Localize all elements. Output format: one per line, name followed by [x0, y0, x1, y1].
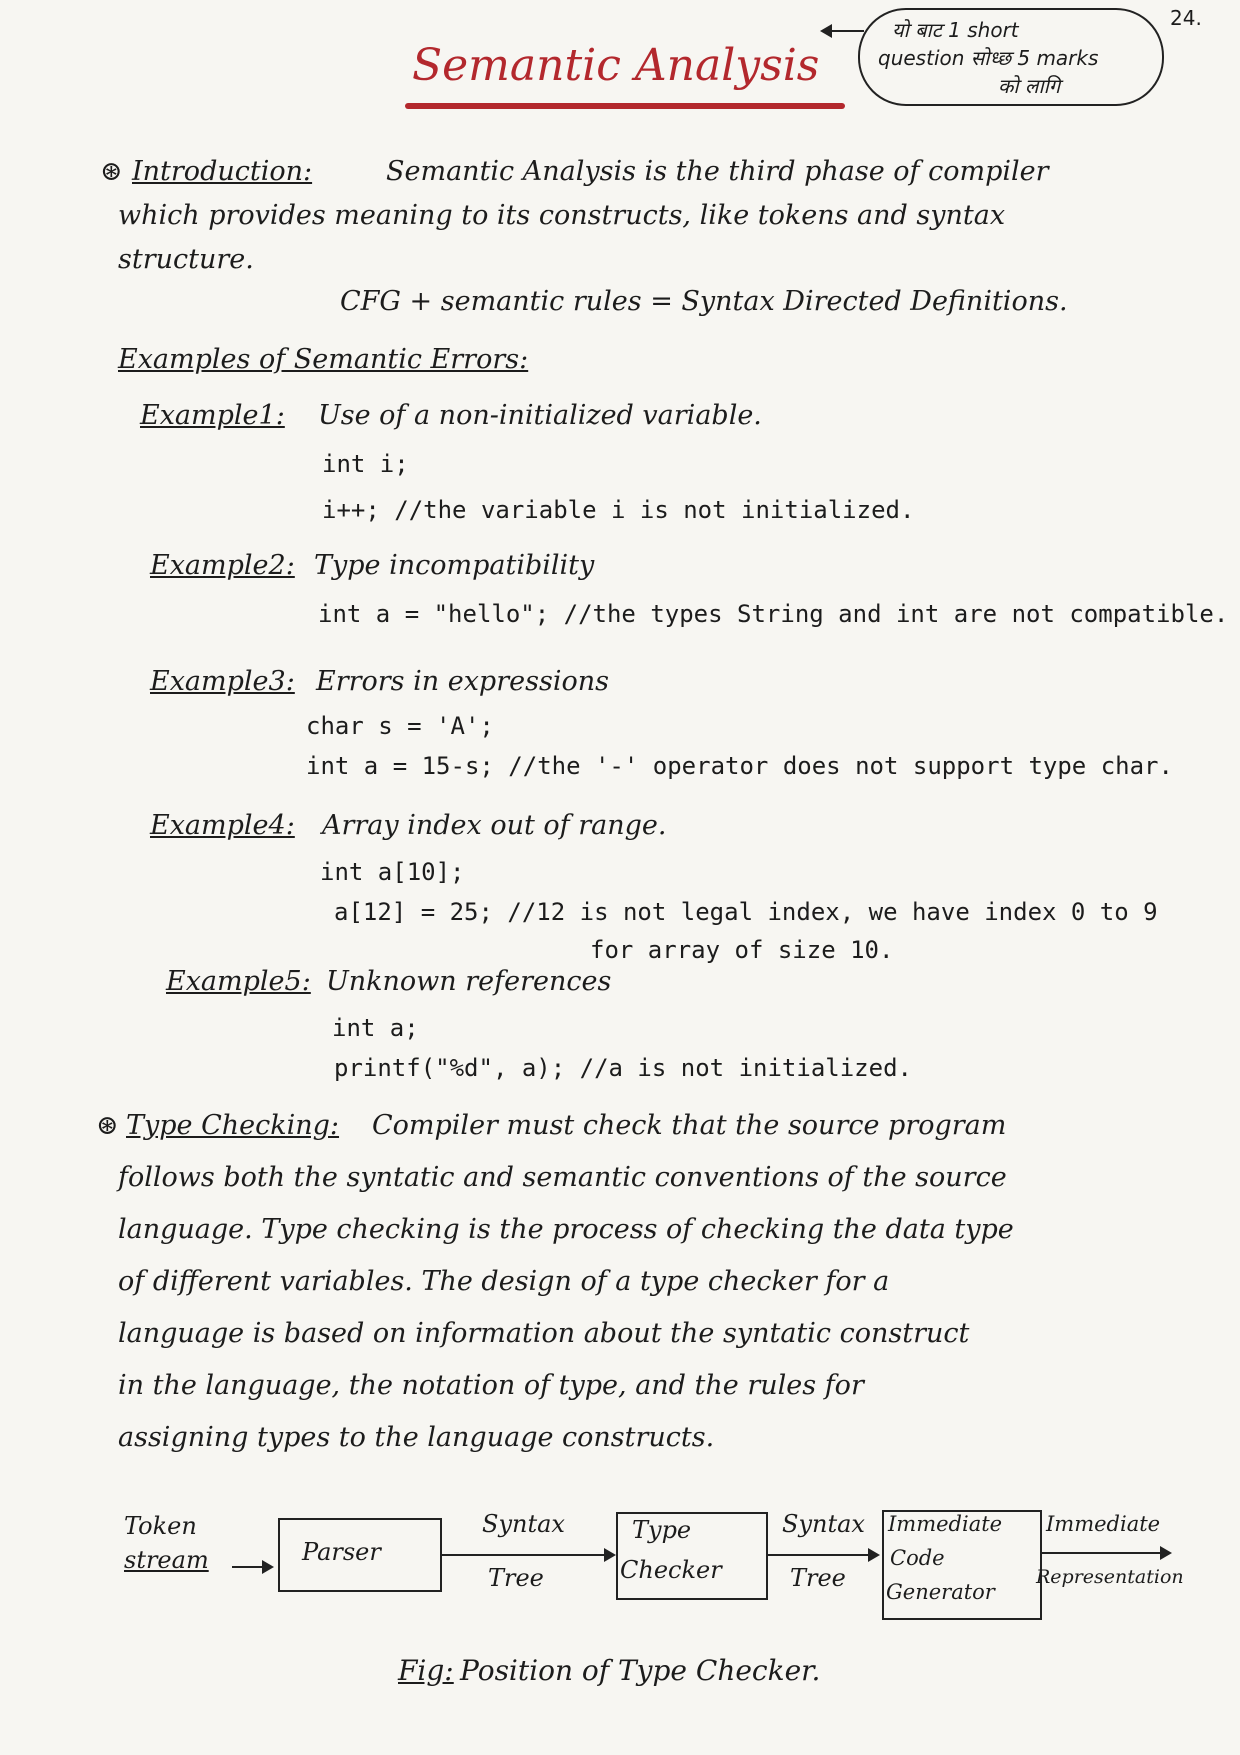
type-checker-label: Checker [620, 1556, 722, 1584]
type-checking-line: in the language, the notation of type, and the rules for [118, 1370, 864, 1401]
example-code: int a = "hello"; //the types String and int are not compatible. [318, 600, 1229, 628]
type-checking-line: language is based on information about the syntatic construct [118, 1318, 970, 1349]
margin-note-line: को लागि [998, 74, 1061, 98]
margin-note-line: question सोध्छ 5 marks [878, 46, 1099, 70]
example-code: printf("%d", a); //a is not initialized. [334, 1054, 912, 1082]
example-code: int a; [332, 1014, 419, 1042]
example-desc: Use of a non-initialized variable. [318, 400, 762, 431]
title-underline [405, 103, 845, 109]
intro-formula: CFG + semantic rules = Syntax Directed Definitions. [340, 286, 1068, 317]
type-checking-bullet-icon: ⊛ [96, 1110, 119, 1141]
syntax-tree-label: Syntax [482, 1510, 565, 1538]
intro-heading: Introduction: [132, 156, 313, 187]
token-stream-label: Token [124, 1512, 197, 1540]
type-checking-line: of different variables. The design of a type checker for a [118, 1266, 890, 1297]
margin-note-line: यो बाट 1 short [892, 18, 1019, 42]
syntax-tree-label: Tree [488, 1564, 544, 1592]
example-label: Example1: [140, 400, 285, 431]
example-desc: Errors in expressions [316, 666, 609, 697]
example-desc: Unknown references [326, 966, 612, 997]
type-checking-line: follows both the syntatic and semantic conventions of the source [118, 1162, 1007, 1193]
arrow-icon [766, 1554, 878, 1556]
type-checking-line: language. Type checking is the process of checking the data type [118, 1214, 1014, 1245]
intro-line: which provides meaning to its constructs, like tokens and syntax [118, 200, 1006, 231]
syntax-tree-label: Syntax [782, 1510, 865, 1538]
icg-label: Immediate [888, 1512, 1003, 1536]
intro-line: Semantic Analysis is the third phase of compiler [386, 156, 1049, 187]
arrow-icon [1040, 1552, 1170, 1554]
example-label: Example3: [150, 666, 295, 697]
type-checking-line: Compiler must check that the source program [372, 1110, 1007, 1141]
figure-caption: Position of Type Checker. [460, 1654, 821, 1687]
example-code: i++; //the variable i is not initialized. [322, 496, 915, 524]
syntax-tree-label: Tree [790, 1564, 846, 1592]
icg-label: Generator [886, 1580, 995, 1604]
type-checking-heading: Type Checking: [126, 1110, 340, 1141]
page-number: 24. [1170, 6, 1202, 30]
token-stream-label: stream [124, 1546, 209, 1574]
ir-label: Immediate [1046, 1512, 1161, 1536]
example-label: Example5: [166, 966, 311, 997]
example-desc: Array index out of range. [322, 810, 667, 841]
example-code: a[12] = 25; //12 is not legal index, we have index 0 to 9 [334, 898, 1158, 926]
parser-label: Parser [302, 1538, 381, 1566]
example-code: for array of size 10. [590, 936, 894, 964]
intro-line: structure. [118, 244, 254, 275]
intro-bullet-icon: ⊛ [100, 156, 123, 187]
example-code: int i; [322, 450, 409, 478]
page-title: Semantic Analysis [412, 40, 820, 91]
example-label: Example4: [150, 810, 295, 841]
ir-label: Representation [1036, 1566, 1184, 1588]
example-desc: Type incompatibility [314, 550, 595, 581]
example-label: Example2: [150, 550, 295, 581]
example-code: char s = 'A'; [306, 712, 494, 740]
type-checker-label: Type [632, 1516, 692, 1544]
note-arrow-icon [822, 30, 864, 32]
type-checking-line: assigning types to the language constructs. [118, 1422, 715, 1453]
examples-heading: Examples of Semantic Errors: [118, 344, 529, 375]
icg-label: Code [890, 1546, 945, 1570]
example-code: int a[10]; [320, 858, 465, 886]
figure-caption-label: Fig: [398, 1654, 454, 1687]
arrow-icon [440, 1554, 614, 1556]
arrow-icon [232, 1566, 272, 1568]
example-code: int a = 15-s; //the '-' operator does not support type char. [306, 752, 1173, 780]
